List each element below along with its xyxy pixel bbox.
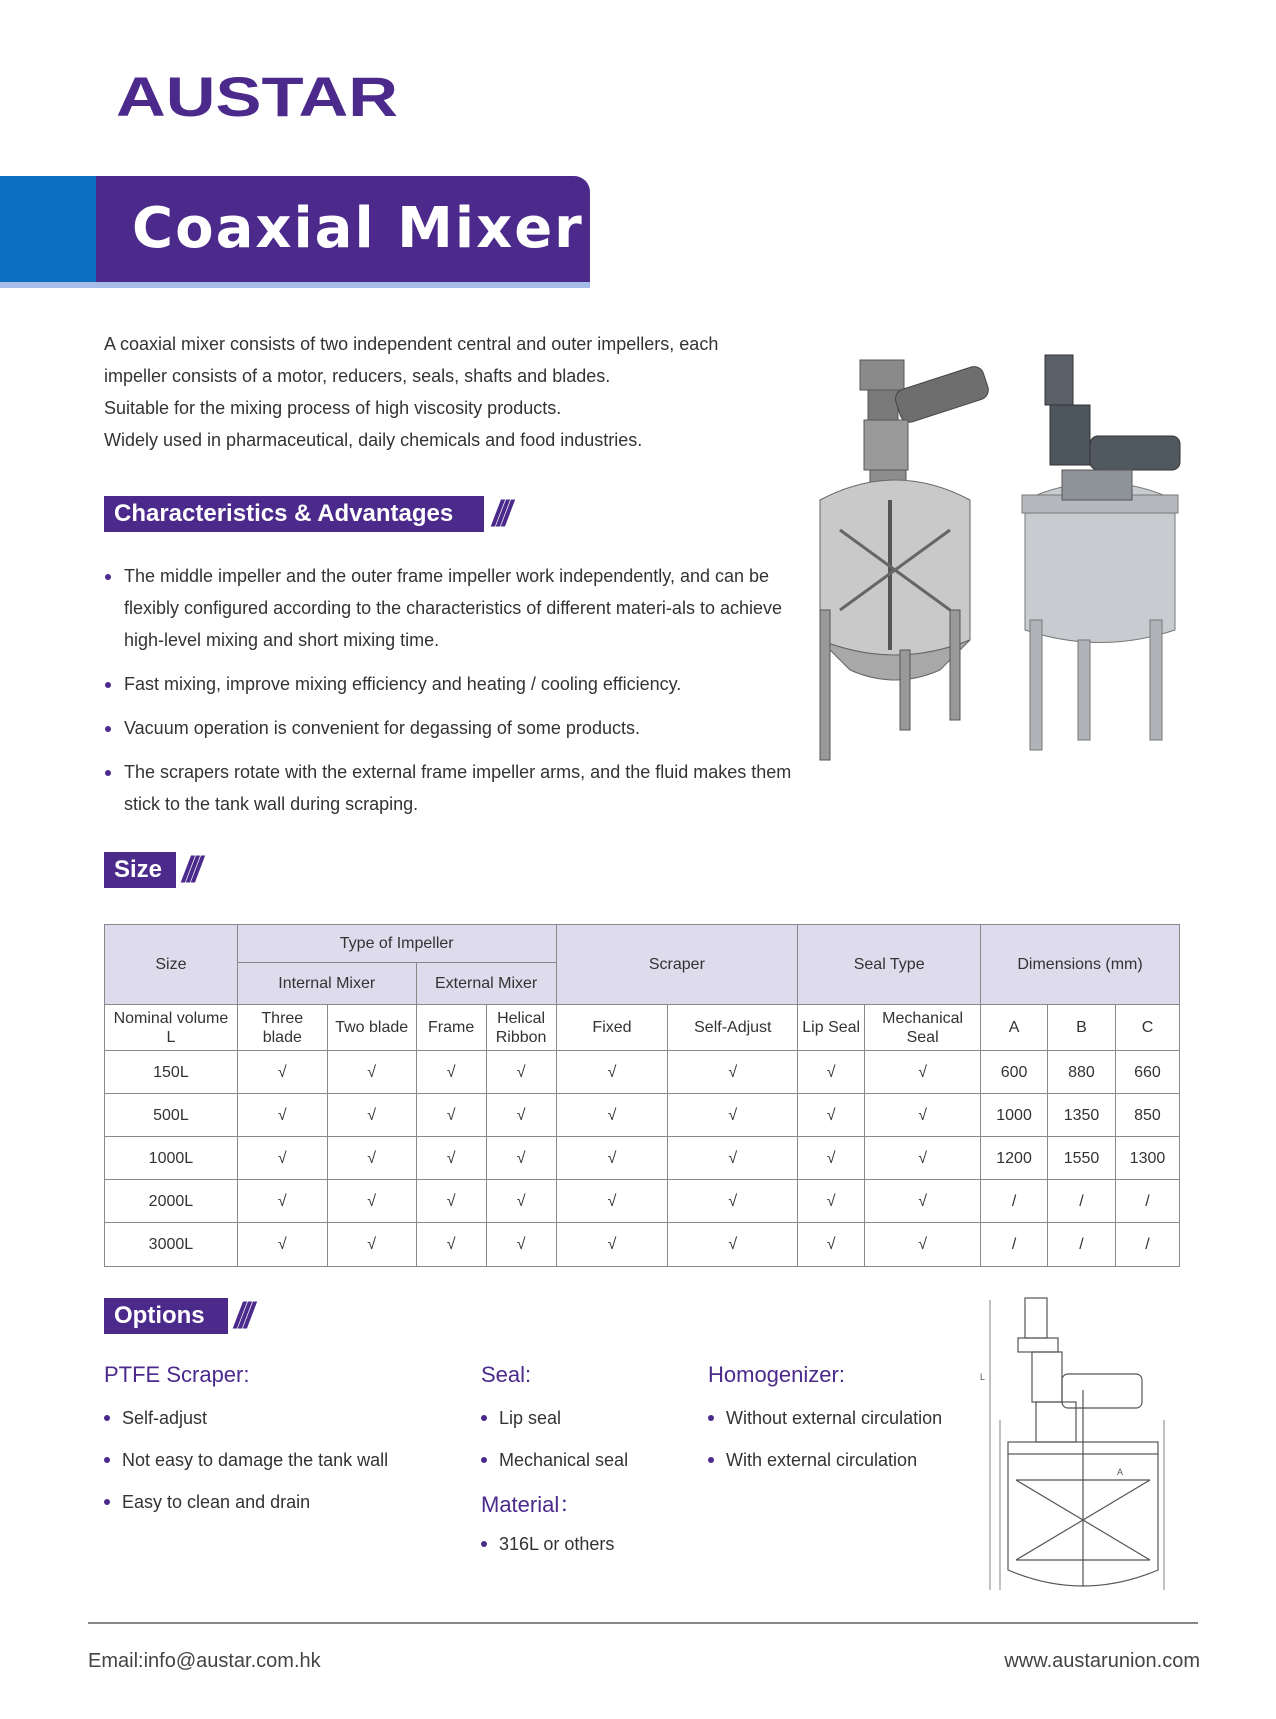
list-item: Mechanical seal (481, 1448, 628, 1490)
seal-title: Seal: (481, 1362, 532, 1387)
intro-text: A coaxial mixer consists of two independent central and outer impellers, each impeller consists of a motor, reducers, seals, shafts and blades. Suitable for the mixing process of high viscosity products. Widely used in pharmaceutical, daily chemicals and food industries. (104, 334, 719, 450)
table-row: 1000L √ √ √ √ √ √ √ √ 1200 1550 1300 (105, 1137, 1180, 1180)
table-row: 500L √ √ √ √ √ √ √ √ 1000 1350 850 (105, 1094, 1180, 1137)
header-dimensions: Dimensions (mm) (981, 925, 1180, 1005)
section-heading-characteristics: Characteristics & Advantages /// (104, 496, 544, 532)
list-item: 316L or others (481, 1532, 614, 1574)
subheader-three-blade: Three blade (237, 1005, 327, 1051)
material-list (481, 1532, 614, 1574)
list-item: Fast mixing, improve mixing efficiency and heating / cooling efficiency. (104, 668, 804, 700)
footer-website[interactable]: www.austarunion.com (1004, 1650, 1200, 1672)
subheader-mechanical-seal: Mechanical Seal (865, 1005, 981, 1051)
section-heading-size: Size /// (104, 852, 234, 888)
subheader-helical-ribbon: Helical Ribbon (486, 1005, 556, 1051)
header-scraper: Scraper (556, 925, 798, 1005)
list-item: The scrapers rotate with the external frame impeller arms, and the fluid makes them stick to the tank wall during scraping. (104, 756, 804, 820)
technical-drawing-image (980, 1290, 1190, 1610)
subheader-dim-a: A (981, 1005, 1048, 1051)
table-row: 3000L √ √ √ √ √ √ √ √ / / / (105, 1223, 1180, 1267)
table-row: 2000L √ √ √ √ √ √ √ √ / / / (105, 1180, 1180, 1223)
drawing-label-l: L (980, 1372, 986, 1382)
ptfe-scraper-list (104, 1406, 388, 1532)
svg-text:AUSTAR: AUSTAR (116, 70, 398, 122)
header-type-of-impeller: Type of Impeller (237, 925, 556, 963)
header-seal-type: Seal Type (798, 925, 981, 1005)
section-heading-options: Options /// (104, 1298, 284, 1334)
subheader-nominal-volume: Nominal volume L (105, 1005, 238, 1051)
characteristics-list (104, 560, 804, 832)
drawing-label-a: A (1117, 1467, 1124, 1477)
ptfe-scraper-title: PTFE Scraper: (104, 1362, 250, 1387)
page-title: Coaxial Mixer (132, 196, 584, 261)
list-item: Vacuum operation is convenient for degassing of some products. (104, 712, 804, 744)
subheader-frame: Frame (416, 1005, 486, 1051)
list-item: With external circulation (708, 1448, 942, 1490)
mixer-photo-image (1010, 350, 1190, 770)
list-item: Easy to clean and drain (104, 1490, 388, 1532)
footer-divider (88, 1622, 1198, 1624)
subheader-two-blade: Two blade (327, 1005, 416, 1051)
list-item: Not easy to damage the tank wall (104, 1448, 388, 1490)
list-item: Self-adjust (104, 1406, 388, 1448)
table-row: 150L √ √ √ √ √ √ √ √ 600 880 660 (105, 1051, 1180, 1094)
homogenizer-title: Homogenizer: (708, 1362, 845, 1387)
austar-logo (116, 70, 398, 122)
header-external-mixer: External Mixer (416, 963, 556, 1005)
subheader-lip-seal: Lip Seal (798, 1005, 865, 1051)
subheader-dim-b: B (1048, 1005, 1116, 1051)
seal-list (481, 1406, 628, 1490)
header-size: Size (105, 925, 238, 1005)
subheader-self-adjust: Self-Adjust (668, 1005, 798, 1051)
size-table (104, 924, 1180, 1267)
subheader-fixed: Fixed (556, 1005, 668, 1051)
list-item: The middle impeller and the outer frame impeller work independently, and can be flexibly configured according to the characteristics of different materi-als to achieve high-level mixing and short mixing time. (104, 560, 804, 656)
header-internal-mixer: Internal Mixer (237, 963, 416, 1005)
homogenizer-list (708, 1406, 942, 1490)
list-item: Without external circulation (708, 1406, 942, 1448)
list-item: Lip seal (481, 1406, 628, 1448)
mixer-render-image (800, 350, 990, 770)
material-title: Material： (481, 1492, 582, 1517)
footer-email[interactable]: Email:info@austar.com.hk (88, 1650, 321, 1672)
subheader-dim-c: C (1115, 1005, 1179, 1051)
